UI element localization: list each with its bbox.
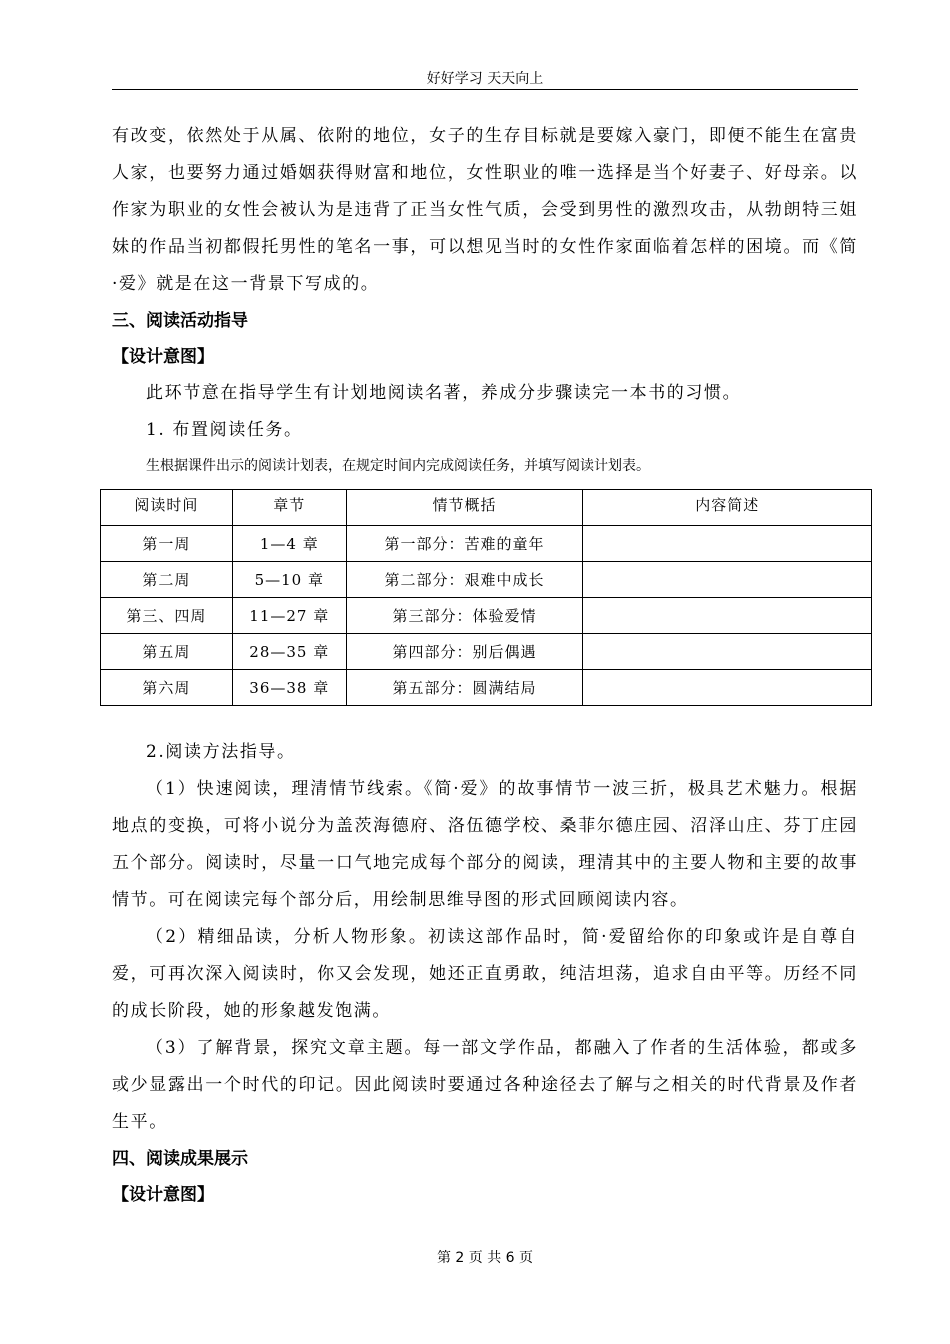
table-cell: 第六周: [101, 670, 233, 706]
table-row: [101, 670, 872, 706]
table-cell: 28—35 章: [232, 634, 346, 670]
page-header: 好好学习 天天向上: [426, 71, 544, 87]
section-3-heading: 三、阅读活动指导: [112, 311, 248, 331]
table-row: [101, 634, 872, 670]
table-cell: 1—4 章: [232, 526, 346, 562]
table-cell: 第二周: [101, 562, 233, 598]
design-intent-text: 此环节意在指导学生有计划地阅读名著，养成分步骤读完一本书的习惯。: [146, 383, 742, 403]
intro-paragraph: 有改变，依然处于从属、依附的地位，女子的生存目标就是要嫁入豪门，即便不能生在富贵人家，也要努力通过婚姻获得财富和地位，女性职业的唯一选择是当个好妻子、好母亲。以作家为职业的女性会被认为是违背了正当女性气质，会受到男性的激烈攻击，从勃朗特三姐妹的作品当初都假托男性的笔名一事，可以想见当时的女性作家面临着怎样的困境。而《简·爱》就是在这一背景下写成的。: [112, 126, 858, 294]
header-divider: [112, 89, 858, 90]
design-intent-label: 【设计意图】: [112, 347, 214, 367]
table-header-row: [101, 490, 872, 526]
document-body: [112, 118, 858, 1213]
table-cell: 第三部分：体验爱情: [346, 598, 583, 634]
table-cell: 第一周: [101, 526, 233, 562]
table-cell: 11—27 章: [232, 598, 346, 634]
table-cell: 36—38 章: [232, 670, 346, 706]
method-2-paragraph: （2）精细品读，分析人物形象。初读这部作品时，简·爱留给你的印象或许是自尊自爱，可再次深入阅读时，你又会发现，她还正直勇敢，纯洁坦荡，追求自由平等。历经不同的成长阶段，她的形象越发饱满。: [112, 927, 858, 1021]
table-cell-empty[interactable]: [583, 634, 872, 670]
table-cell-empty[interactable]: [583, 598, 872, 634]
table-cell: 第一部分：苦难的童年: [346, 526, 583, 562]
table-cell-empty[interactable]: [583, 562, 872, 598]
page-number: 第 2 页 共 6 页: [436, 1250, 534, 1266]
method-title: 2.阅读方法指导。: [146, 742, 296, 762]
table-row: [101, 598, 872, 634]
reading-plan-table: [100, 489, 872, 706]
task-title: 1. 布置阅读任务。: [146, 420, 303, 440]
method-1-paragraph: （1）快速阅读，理清情节线索。《简·爱》的故事情节一波三折，极具艺术魅力。根据地点的变换，可将小说分为盖茨海德府、洛伍德学校、桑菲尔德庄园、沼泽山庄、芬丁庄园五个部分。阅读时，尽量一口气地完成每个部分的阅读，理清其中的主要人物和主要的故事情节。可在阅读完每个部分后，用绘制思维导图的形式回顾阅读内容。: [112, 779, 858, 910]
table-cell: 第五周: [101, 634, 233, 670]
table-cell: 第四部分：别后偶遇: [346, 634, 583, 670]
table-header-cell: 阅读时间: [101, 490, 233, 526]
section-4-heading: 四、阅读成果展示: [112, 1149, 248, 1169]
table-cell: 第二部分：艰难中成长: [346, 562, 583, 598]
table-header-cell: 内容简述: [583, 490, 872, 526]
design-intent-label-2: 【设计意图】: [112, 1185, 214, 1205]
table-cell: 第五部分：圆满结局: [346, 670, 583, 706]
table-cell-empty[interactable]: [583, 670, 872, 706]
table-header-cell: 情节概括: [346, 490, 583, 526]
table-cell: 5—10 章: [232, 562, 346, 598]
task-note: 生根据课件出示的阅读计划表，在规定时间内完成阅读任务，并填写阅读计划表。: [146, 458, 650, 474]
table-cell-empty[interactable]: [583, 526, 872, 562]
table-cell: 第三、四周: [101, 598, 233, 634]
method-3-paragraph: （3）了解背景，探究文章主题。每一部文学作品，都融入了作者的生活体验，都或多或少显露出一个时代的印记。因此阅读时要通过各种途径去了解与之相关的时代背景及作者生平。: [112, 1038, 858, 1132]
table-row: [101, 562, 872, 598]
table-header-cell: 章节: [232, 490, 346, 526]
table-row: [101, 526, 872, 562]
